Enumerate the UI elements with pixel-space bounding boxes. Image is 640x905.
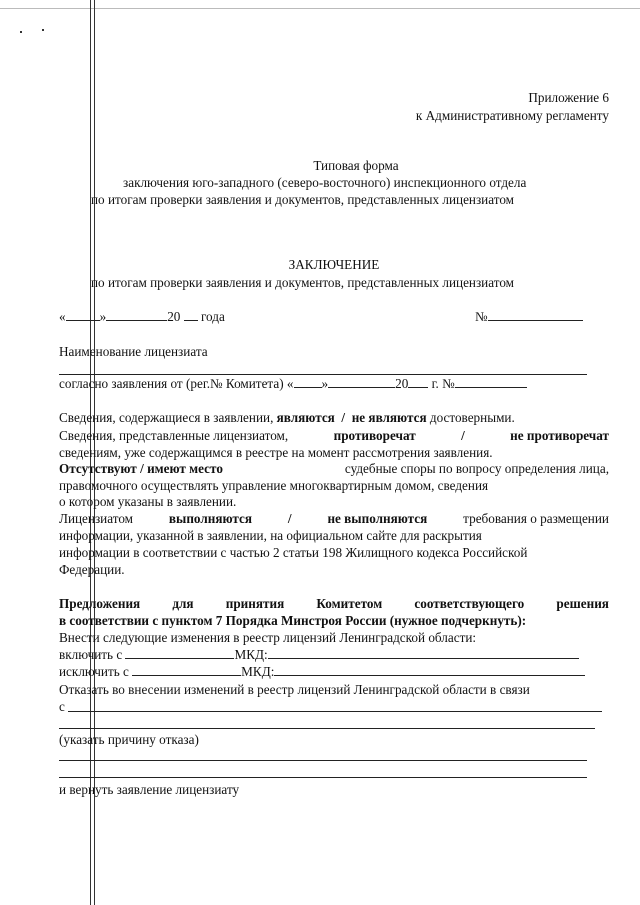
refuse-c: с bbox=[59, 699, 65, 714]
proposals-line-2: в соответствии с пунктом 7 Порядка Минстроя России (нужное подчеркнуть): bbox=[59, 613, 527, 628]
exclude-mkd-label: МКД: bbox=[241, 664, 275, 679]
option-fulfilled[interactable]: выполняются bbox=[168, 511, 253, 526]
month-field[interactable] bbox=[106, 309, 167, 321]
exclude-date-field[interactable] bbox=[132, 664, 241, 676]
option-not-fulfilled[interactable]: не выполняются bbox=[327, 511, 428, 526]
year-prefix: 20 bbox=[167, 309, 181, 324]
para3-line-1 bbox=[59, 461, 609, 476]
para4-text-a: Лицензиатом bbox=[59, 511, 134, 526]
para4-line-3: информации в соответствии с частью 2 статьи 198 Жилищного кодекса Российской bbox=[59, 545, 528, 560]
proposals-line-1 bbox=[59, 596, 609, 611]
appendix-line-2: к Административному регламенту bbox=[415, 108, 609, 123]
include-mkd-label: МКД: bbox=[234, 647, 268, 662]
option-separator: / bbox=[140, 461, 144, 476]
para4-line-4: Федерации. bbox=[59, 562, 125, 577]
para3-line-3: о котором указаны в заявлении. bbox=[59, 494, 237, 509]
para2-text: Сведения, представленные лицензиатом, bbox=[59, 428, 289, 443]
para2-line-2: сведениям, уже содержащимся в реестре на момент рассмотрения заявления. bbox=[59, 445, 493, 460]
refuse-reason-field[interactable] bbox=[68, 711, 602, 712]
option-are-not[interactable]: не являются bbox=[351, 410, 427, 425]
para4-line-1 bbox=[59, 511, 609, 526]
refuse-line: Отказать во внесении изменений в реестр лицензий Ленинградской области в связи bbox=[59, 682, 530, 697]
option-are[interactable]: являются bbox=[276, 410, 335, 425]
return-line: и вернуть заявление лицензиату bbox=[59, 782, 240, 797]
form-title-line-3: по итогам проверки заявления и документов, представленных лицензиатом bbox=[91, 192, 515, 207]
include-label: включить с bbox=[59, 647, 123, 662]
statement-month-field[interactable] bbox=[328, 376, 395, 388]
exclude-label: исключить с bbox=[59, 664, 129, 679]
scan-speck bbox=[20, 31, 22, 33]
reason-field-2[interactable] bbox=[59, 777, 587, 778]
day-field[interactable] bbox=[66, 309, 100, 321]
date-close-quote: » bbox=[99, 309, 107, 324]
statement-mid: » bbox=[321, 376, 329, 391]
option-separator: / bbox=[341, 410, 346, 425]
proposals-word: решения bbox=[556, 596, 609, 611]
proposals-word: принятия bbox=[225, 596, 285, 611]
statement-year: 20 bbox=[395, 376, 409, 391]
refuse-reason-field-2[interactable] bbox=[59, 728, 595, 729]
appendix-line-1: Приложение 6 bbox=[528, 90, 609, 105]
licensee-name-field[interactable] bbox=[59, 374, 587, 375]
proposals-line-3: Внести следующие изменения в реестр лицензий Ленинградской области: bbox=[59, 630, 477, 645]
option-present[interactable]: имеют место bbox=[147, 461, 223, 476]
statement-prefix: согласно заявления от (рег.№ Комитета) « bbox=[59, 376, 294, 391]
statement-number-field[interactable] bbox=[455, 376, 527, 388]
number-line bbox=[475, 309, 583, 324]
document-subtitle: по итогам проверки заявления и документов, представленных лицензиатом bbox=[91, 275, 515, 290]
include-row bbox=[59, 647, 579, 662]
para4-text-2: информации, указанной в заявлении, на официальном сайте для раскрытия bbox=[59, 528, 482, 543]
date-open-quote: « bbox=[59, 309, 66, 324]
para3-text-2: правомочного осуществлять управление многоквартирным домом, сведения bbox=[59, 478, 489, 493]
option-separator: / bbox=[287, 511, 292, 526]
proposals-word: Предложения bbox=[59, 596, 141, 611]
scan-top-edge bbox=[0, 8, 640, 9]
year-field[interactable] bbox=[184, 309, 198, 321]
include-date-field[interactable] bbox=[125, 647, 234, 659]
para1-text-a: Сведения, содержащиеся в заявлении, bbox=[59, 410, 274, 425]
para4-text-e: требования о размещении bbox=[463, 511, 609, 526]
statement-year-field[interactable] bbox=[408, 376, 428, 388]
number-field[interactable] bbox=[488, 309, 583, 321]
proposals-word: Комитетом bbox=[316, 596, 383, 611]
year-suffix: года bbox=[200, 309, 225, 324]
reason-field-1[interactable] bbox=[59, 760, 587, 761]
exclude-mkd-field[interactable] bbox=[274, 664, 585, 676]
proposals-word: соответствующего bbox=[414, 596, 525, 611]
document-title: ЗАКЛЮЧЕНИЕ bbox=[288, 257, 380, 272]
exclude-row bbox=[59, 664, 585, 679]
option-contradict[interactable]: противоречат bbox=[333, 428, 416, 443]
scan-speck bbox=[42, 29, 44, 31]
para4-line-2 bbox=[59, 528, 609, 543]
form-title-line-1: Типовая форма bbox=[313, 158, 399, 173]
statement-num-label: г. № bbox=[431, 376, 455, 391]
include-mkd-field[interactable] bbox=[268, 647, 579, 659]
proposals-word: для bbox=[172, 596, 194, 611]
statement-day-field[interactable] bbox=[294, 376, 322, 388]
option-absent[interactable]: Отсутствуют bbox=[59, 461, 137, 476]
para2-line-1 bbox=[59, 428, 609, 443]
para3-line-2 bbox=[59, 478, 609, 493]
para1-text-e: достоверными. bbox=[429, 410, 515, 425]
para3-text: судебные споры по вопросу определения лица, bbox=[344, 461, 609, 476]
para1 bbox=[59, 410, 515, 425]
licensee-label: Наименование лицензиата bbox=[59, 344, 208, 359]
date-line bbox=[59, 309, 225, 324]
form-title-line-2: заключения юго-западного (северо-восточного) инспекционного отдела bbox=[123, 175, 527, 190]
reason-hint: (указать причину отказа) bbox=[59, 732, 199, 747]
option-not-contradict[interactable]: не противоречат bbox=[510, 428, 609, 443]
number-sign: № bbox=[475, 309, 488, 324]
option-separator: / bbox=[461, 428, 465, 443]
statement-line bbox=[59, 376, 527, 391]
